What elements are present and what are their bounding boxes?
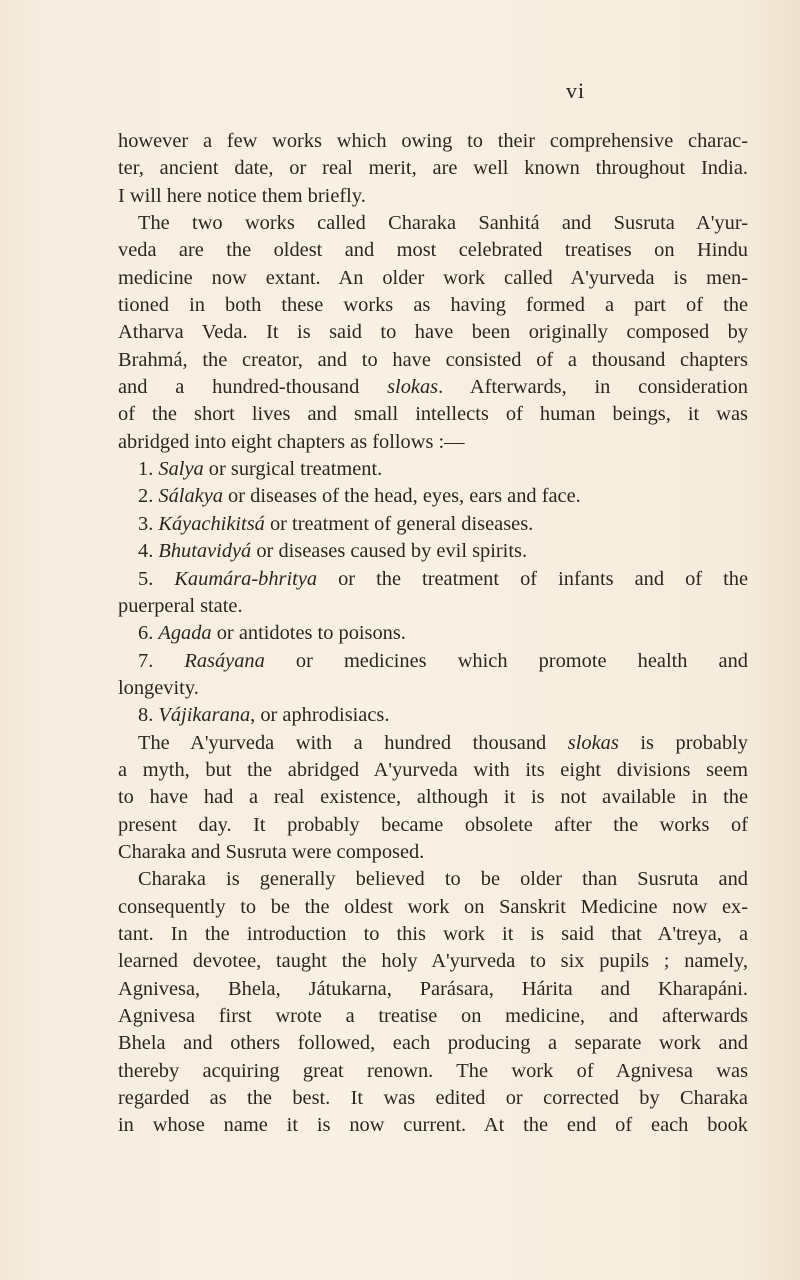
list-item-continuation: puerperal state. bbox=[118, 594, 243, 617]
text-line: however a few works which owing to their comprehensive charac- bbox=[118, 130, 748, 152]
text-line: thereby acquiring great renown. The work of Agnivesa was bbox=[118, 1059, 748, 1082]
text-line: Agnivesa, Bhela, Játukarna, Parásara, Hárita and Kharapáni. bbox=[118, 977, 748, 1000]
text-line: a myth, but the abridged A'yurveda with its eight divisions seem bbox=[118, 758, 748, 781]
list-item: 2. Sálakya or diseases of the head, eyes, ears and face. bbox=[138, 485, 581, 508]
text-line: to have had a real existence, although it is not available in the bbox=[118, 786, 748, 809]
text-line: Atharva Veda. It is said to have been originally composed by bbox=[118, 321, 748, 344]
list-item: 3. Káyachikitsá or treatment of general diseases. bbox=[138, 512, 534, 535]
page-number: vi bbox=[566, 78, 586, 103]
text-line: abridged into eight chapters as follows :— bbox=[118, 430, 465, 453]
text-line: Charaka and Susruta were composed. bbox=[118, 840, 425, 863]
text-line: The A'yurveda with a hundred thousand slokas is probably bbox=[138, 731, 748, 754]
text-line: tant. In the introduction to this work it is said that A'treya, a bbox=[118, 922, 748, 945]
text-line: medicine now extant. An older work called A'yurveda is men- bbox=[118, 266, 748, 289]
text-line: and a hundred-thousand slokas. Afterwards, in consideration bbox=[118, 376, 748, 399]
list-item: 6. Agada or antidotes to poisons. bbox=[138, 622, 406, 645]
text-line: Charaka is generally believed to be older than Susruta and bbox=[138, 868, 748, 891]
text-line: The two works called Charaka Sanhitá and Susruta A'yur- bbox=[138, 212, 748, 235]
list-item: 5. Kaumára-bhritya or the treatment of infants and of the bbox=[138, 567, 748, 590]
text-line: Agnivesa first wrote a treatise on medicine, and afterwards bbox=[118, 1005, 748, 1027]
text-line: Brahmá, the creator, and to have consisted of a thousand chapters bbox=[118, 348, 748, 371]
text-line: present day. It probably became obsolete after the works of bbox=[118, 813, 748, 836]
text-line: consequently to be the oldest work on Sanskrit Medicine now ex- bbox=[118, 895, 748, 918]
text-line: I will here notice them briefly. bbox=[118, 184, 366, 207]
list-item: 4. Bhutavidyá or diseases caused by evil spirits. bbox=[138, 540, 528, 563]
text-line: Bhela and others followed, each producing a separate work and bbox=[118, 1032, 748, 1055]
list-item: 7. Rasáyana or medicines which promote health and bbox=[138, 649, 748, 672]
text-line: veda are the oldest and most celebrated treatises on Hindu bbox=[118, 239, 748, 262]
text-line: regarded as the best. It was edited or corrected by Charaka bbox=[118, 1087, 748, 1110]
text-line: in whose name it is now current. At the end of each book bbox=[118, 1114, 748, 1137]
list-item-continuation: longevity. bbox=[118, 676, 199, 699]
list-item: 1. Salya or surgical treatment. bbox=[138, 458, 383, 481]
list-item: 8. Vájikarana, or aphrodisiacs. bbox=[138, 704, 390, 727]
text-line: ter, ancient date, or real merit, are well known throughout India. bbox=[118, 157, 748, 180]
text-line: of the short lives and small intellects of human beings, it was bbox=[118, 403, 748, 426]
body-text bbox=[118, 128, 748, 1140]
text-line: learned devotee, taught the holy A'yurveda to six pupils ; namely, bbox=[118, 950, 748, 973]
text-line: tioned in both these works as having formed a part of the bbox=[118, 294, 748, 317]
